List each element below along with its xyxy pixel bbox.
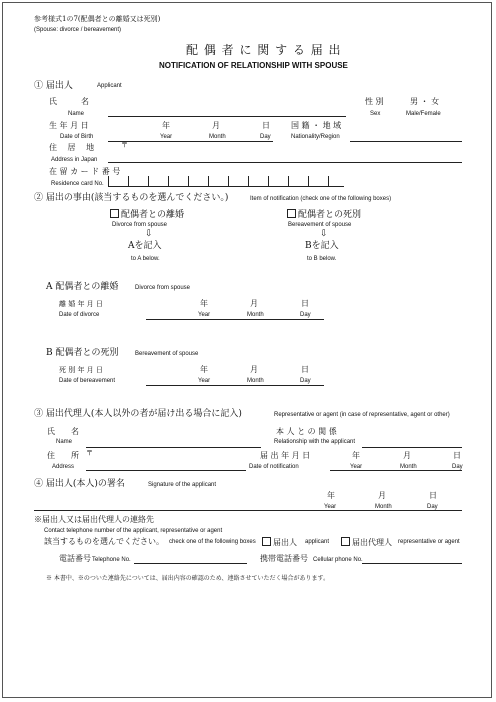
sig-month-label: 月 — [378, 491, 386, 500]
address-label: 住 居 地 — [49, 143, 95, 152]
card-tick — [188, 176, 189, 186]
a-year-label: 年 — [200, 299, 208, 308]
agent-checkbox[interactable] — [341, 537, 350, 546]
option-divorce[interactable] — [110, 209, 184, 220]
section4-heading: ④ 届出人(本人)の署名 — [34, 479, 125, 489]
section1-heading-en: Applicant — [97, 83, 122, 89]
section2-heading-en: Item of notification (check one of the following boxes) — [250, 196, 392, 202]
a-day-label: 日 — [301, 299, 309, 308]
divorce-date-label: 離 婚 年 月 日 — [59, 300, 103, 308]
sig-year-label: 年 — [327, 491, 335, 500]
dob-day-label-en: Day — [260, 134, 271, 140]
contact-option-applicant[interactable] — [262, 537, 297, 547]
card-tick — [148, 176, 149, 186]
notif-month-label-en: Month — [400, 464, 417, 470]
phone-label: 電話番号 — [59, 554, 91, 563]
goto-a-label-en: to A below. — [131, 256, 160, 262]
footnote: ※ 本書中、※のついた連絡先については、届出内容の確認のため、連絡させていただく場合があります。 — [46, 575, 330, 582]
dob-label: 生 年 月 日 — [49, 121, 89, 130]
name-field[interactable] — [108, 116, 346, 117]
b-day-label-en: Day — [300, 378, 311, 384]
dob-month-label-en: Month — [209, 134, 226, 140]
form-reference-en: (Spouse: divorce / bereavement) — [34, 27, 122, 33]
notification-date-label: 届 出 年 月 日 — [260, 451, 311, 460]
card-tick — [208, 176, 209, 186]
name-label: 氏 名 — [49, 97, 89, 106]
card-tick — [108, 176, 109, 186]
notif-day-label: 日 — [453, 451, 461, 460]
dob-day-label: 日 — [262, 121, 270, 130]
sig-month-label-en: Month — [375, 504, 392, 510]
residence-card-label: 在 留 カ ー ド 番 号 — [49, 167, 121, 176]
card-tick — [128, 176, 129, 186]
male-female-option-en: Male/Female — [406, 111, 441, 117]
notification-date-field[interactable] — [330, 470, 462, 471]
option-bereavement-en: Bereavement of spouse — [288, 222, 352, 228]
section-b-heading: B 配偶者との死別 — [46, 348, 119, 358]
goto-a-label: Aを記入 — [128, 241, 162, 251]
contact-option-applicant-label: 届出人 — [273, 538, 297, 547]
page-title: 配 偶 者 に 関 す る 届 出 — [186, 43, 342, 57]
option-bereavement[interactable] — [287, 209, 361, 220]
option-divorce-en: Divorce from spouse — [112, 222, 168, 228]
phone-field[interactable] — [134, 563, 247, 564]
section3-heading-en: Representative or agent (in case of representative, agent or other) — [274, 412, 450, 418]
contact-select-label: 該当するものを選んでください。 — [44, 537, 164, 546]
applicant-checkbox[interactable] — [262, 537, 271, 546]
residence-card-field[interactable] — [108, 186, 344, 187]
divorce-date-label-en: Date of divorce — [59, 312, 100, 318]
signature-field[interactable] — [34, 510, 462, 511]
section2-heading: ② 届出の事由(該当するものを選んでください。) — [34, 193, 229, 203]
rep-address-label: 住 所 — [47, 451, 79, 460]
option-divorce-label: 配偶者との離婚 — [121, 210, 185, 220]
section1-heading: ① 届出人 — [34, 81, 73, 91]
residence-card-label-en: Residence card No. — [51, 181, 104, 187]
down-arrow-icon: ⇩ — [320, 229, 328, 239]
card-tick — [328, 176, 329, 186]
a-day-label-en: Day — [300, 312, 311, 318]
rep-postal-mark: 〒 — [86, 449, 93, 457]
contact-option-agent[interactable] — [341, 537, 392, 547]
section-a-heading: A 配偶者との離婚 — [46, 282, 119, 292]
name-label-en: Name — [68, 111, 85, 117]
sig-day-label-en: Day — [427, 504, 438, 510]
contact-select-label-en: check one of the following boxes — [169, 539, 256, 545]
card-tick — [168, 176, 169, 186]
notif-month-label: 月 — [403, 451, 411, 460]
card-tick — [228, 176, 229, 186]
sig-year-label-en: Year — [324, 504, 337, 510]
goto-b-label: Bを記入 — [305, 241, 339, 251]
down-arrow-icon: ⇩ — [145, 229, 153, 239]
b-month-label: 月 — [250, 365, 258, 374]
contact-option-applicant-en: applicant — [305, 539, 330, 545]
b-year-label-en: Year — [198, 378, 211, 384]
card-tick — [268, 176, 269, 186]
rep-name-field[interactable] — [86, 447, 261, 448]
sig-day-label: 日 — [429, 491, 437, 500]
notif-day-label-en: Day — [452, 464, 463, 470]
contact-option-agent-en: representative or agent — [398, 539, 460, 545]
postal-mark: 〒 — [121, 141, 128, 149]
section-a-heading-en: Divorce from spouse — [135, 285, 191, 291]
dob-field[interactable] — [108, 141, 273, 142]
card-tick — [248, 176, 249, 186]
male-female-option[interactable]: 男 ・ 女 — [410, 97, 440, 106]
address-field[interactable] — [108, 162, 462, 163]
bereavement-checkbox[interactable] — [287, 209, 296, 218]
cell-label-en: Cellular phone No. — [313, 557, 363, 563]
dob-month-label: 月 — [212, 121, 220, 130]
page-title-en: NOTIFICATION OF RELATIONSHIP WITH SPOUSE — [159, 61, 348, 70]
nationality-label-en: Nationality/Region — [291, 134, 340, 140]
relationship-label: 本 人 と の 関 係 — [276, 427, 337, 436]
divorce-date-field[interactable] — [146, 319, 324, 320]
cell-field[interactable] — [362, 563, 462, 564]
rep-address-field[interactable] — [86, 470, 246, 471]
bereavement-date-label-en: Date of bereavement — [59, 378, 116, 384]
section-b-heading-en: Bereavement of spouse — [135, 351, 199, 357]
dob-year-label: 年 — [162, 121, 170, 130]
relationship-field[interactable] — [362, 447, 462, 448]
notification-date-label-en: Date of notification — [249, 464, 299, 470]
rep-name-label-en: Name — [56, 439, 73, 445]
bereavement-date-label: 死 別 年 月 日 — [59, 366, 103, 374]
divorce-checkbox[interactable] — [110, 209, 119, 218]
option-bereavement-label: 配偶者との死別 — [298, 210, 362, 220]
card-tick — [288, 176, 289, 186]
form-reference: 参考様式1の7(配偶者との離婚又は死別) — [34, 15, 161, 23]
a-year-label-en: Year — [198, 312, 211, 318]
notif-year-label-en: Year — [350, 464, 363, 470]
contact-heading: ※届出人又は届出代理人の連絡先 — [34, 515, 154, 524]
card-tick — [308, 176, 309, 186]
section3-heading: ③ 届出代理人(本人以外の者が届け出る場合に記入) — [34, 409, 242, 419]
rep-name-label: 氏 名 — [47, 427, 79, 436]
notif-year-label: 年 — [352, 451, 360, 460]
dob-label-en: Date of Birth — [60, 134, 94, 140]
rep-address-label-en: Address — [52, 464, 75, 470]
b-month-label-en: Month — [247, 378, 264, 384]
b-year-label: 年 — [200, 365, 208, 374]
contact-option-agent-label: 届出代理人 — [352, 538, 392, 547]
goto-b-label-en: to B below. — [307, 256, 337, 262]
a-month-label: 月 — [250, 299, 258, 308]
phone-label-en: Telephone No. — [92, 557, 131, 563]
sex-label: 性 別 — [365, 97, 384, 106]
sex-label-en: Sex — [370, 111, 381, 117]
section4-heading-en: Signature of the applicant — [148, 482, 217, 488]
dob-year-label-en: Year — [160, 134, 173, 140]
nationality-label: 国 籍 ・ 地 域 — [291, 121, 342, 130]
a-month-label-en: Month — [247, 312, 264, 318]
contact-heading-en: Contact telephone number of the applicant, representative or agent — [44, 528, 223, 534]
address-label-en: Address in Japan — [51, 157, 98, 163]
nationality-field[interactable] — [350, 141, 462, 142]
cell-label: 携帯電話番号 — [260, 554, 308, 563]
relationship-label-en: Relationship with the applicant — [274, 439, 356, 445]
bereavement-date-field[interactable] — [146, 385, 324, 386]
b-day-label: 日 — [301, 365, 309, 374]
